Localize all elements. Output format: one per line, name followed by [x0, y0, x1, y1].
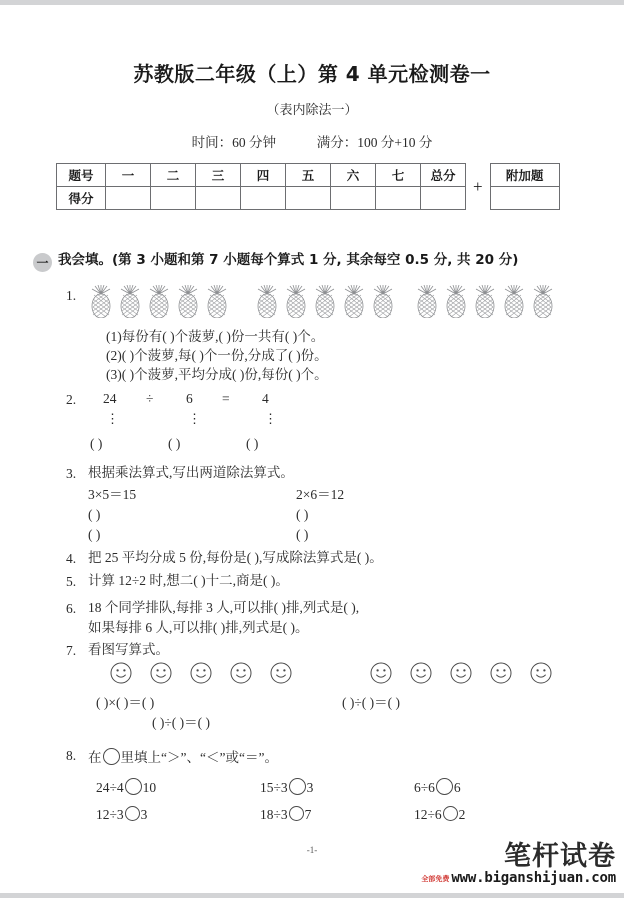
section-marker: 一 — [33, 253, 52, 272]
pineapple-icon — [254, 285, 280, 318]
question-3-answer-2a[interactable]: ( ) — [296, 507, 309, 522]
bonus-header-cell: 附加题 — [490, 164, 559, 187]
question-5-text[interactable]: 计算 12÷2 时,想二( )十二,商是( )。 — [88, 573, 289, 588]
score-col-5: 六 — [331, 164, 376, 187]
compare-left: 12÷3 — [96, 807, 124, 822]
score-row-label-1: 得分 — [57, 187, 106, 210]
score-col-1: 二 — [151, 164, 196, 187]
plus-sign: + — [473, 176, 483, 196]
pineapple-icon — [146, 285, 172, 318]
pineapple-icon — [341, 285, 367, 318]
question-2-blank-1[interactable]: ( ) — [90, 436, 103, 451]
question-5-number: 5. — [66, 574, 77, 589]
pineapple-icon — [204, 285, 230, 318]
question-3-answer-1a[interactable]: ( ) — [88, 507, 101, 522]
score-cell-total[interactable] — [421, 187, 466, 210]
page-title: 苏教版二年级（上）第 4 单元检测卷一 — [133, 62, 491, 86]
pineapple-icon — [370, 285, 396, 318]
question-2-number: 2. — [66, 392, 77, 407]
question-2-dots-3: ⋮ — [264, 411, 277, 426]
question-3-given-2: 2×6＝12 — [296, 487, 345, 502]
smiley-face-icon — [110, 662, 132, 684]
time-label: 时间：60 分钟 — [191, 135, 276, 150]
smiley-face-icon — [270, 662, 292, 684]
score-cell-5[interactable] — [331, 187, 376, 210]
question-8-number: 8. — [66, 748, 77, 763]
compare-right: 7 — [304, 807, 312, 822]
question-3-text: 根据乘法算式,写出两道除法算式。 — [88, 465, 294, 480]
score-table — [56, 163, 466, 210]
question-8-text-after: 里填上“＞”、“＜”或“＝”。 — [120, 750, 278, 765]
pineapple-icon — [283, 285, 309, 318]
question-3-number: 3. — [66, 466, 77, 481]
question-1-number: 1. — [66, 288, 77, 303]
comparison-circle-icon[interactable] — [125, 806, 140, 821]
smiley-face-icon — [410, 662, 432, 684]
question-2-equals: = — [222, 391, 230, 406]
smiley-face-icon — [530, 662, 552, 684]
compare-left: 6÷6 — [414, 780, 435, 795]
question-2-divisor: 6 — [186, 391, 193, 406]
score-col-4: 五 — [286, 164, 331, 187]
pineapple-icon — [530, 285, 556, 318]
score-cell-3[interactable] — [241, 187, 286, 210]
table-row-bonus-value — [490, 187, 559, 210]
compare-left: 15÷3 — [260, 780, 288, 795]
question-7-formula-bottom[interactable]: ( )÷( )＝( ) — [152, 715, 211, 730]
question-8-item-0-0[interactable] — [96, 778, 156, 795]
pineapple-icon — [443, 285, 469, 318]
table-row-bonus-header — [490, 164, 559, 187]
compare-left: 24÷4 — [96, 780, 124, 795]
section-heading-text: 我会填。(第 3 小题和第 7 小题每个算式 1 分, 其余每空 0.5 分, 共 20 分) — [58, 252, 519, 268]
compare-left: 18÷3 — [260, 807, 288, 822]
pineapple-icon — [175, 285, 201, 318]
watermark-free-tag: 全部免费 — [421, 875, 450, 883]
question-6-number: 6. — [66, 601, 77, 616]
smiley-face-icon — [230, 662, 252, 684]
question-6-line-2[interactable]: 如果每排 6 人,可以排( )排,列式是( )。 — [88, 620, 309, 635]
question-4-text[interactable]: 把 25 平均分成 5 份,每份是( ),写成除法算式是( )。 — [88, 550, 383, 565]
question-8-item-0-1[interactable] — [260, 778, 313, 795]
table-row-score — [57, 187, 466, 210]
comparison-circle-icon[interactable] — [436, 778, 453, 795]
question-6-line-1[interactable]: 18 个同学排队,每排 3 人,可以排( )排,列式是( ), — [88, 600, 360, 615]
question-2-dots-1: ⋮ — [106, 411, 119, 426]
page-subtitle: （表内除法一） — [266, 103, 358, 118]
compare-right: 3 — [140, 807, 148, 822]
question-1-line-3: (3)( )个菠萝,平均分成( )份,每份( )个。 — [106, 367, 328, 382]
page-number: -1- — [306, 845, 318, 855]
compare-right: 3 — [306, 780, 314, 795]
pineapple-icon — [472, 285, 498, 318]
table-row-header — [57, 164, 466, 187]
score-cell-2[interactable] — [196, 187, 241, 210]
smiley-face-icon — [150, 662, 172, 684]
score-col-total: 总分 — [421, 164, 466, 187]
question-2-operator: ÷ — [146, 391, 154, 406]
question-8-text — [88, 748, 278, 765]
score-cell-1[interactable] — [151, 187, 196, 210]
watermark — [421, 843, 616, 885]
smiley-face-icon — [190, 662, 212, 684]
comparison-circle-icon[interactable] — [443, 806, 458, 821]
watermark-brand: 笔杆试卷 — [504, 841, 616, 872]
question-2-quotient: 4 — [262, 391, 269, 406]
question-7-text: 看图写算式。 — [88, 642, 169, 657]
compare-right: 10 — [142, 780, 157, 795]
comparison-circle-icon[interactable] — [289, 778, 306, 795]
question-1-line-1: (1)每份有( )个菠萝,( )份一共有( )个。 — [106, 329, 325, 344]
comparison-circle-icon — [103, 748, 120, 765]
question-7-formula-right[interactable]: ( )÷( )＝( ) — [342, 695, 401, 710]
score-col-2: 三 — [196, 164, 241, 187]
pineapple-icon — [88, 285, 114, 318]
question-3-answer-2b[interactable]: ( ) — [296, 527, 309, 542]
question-7-number: 7. — [66, 643, 77, 658]
question-3-given-1: 3×5＝15 — [88, 487, 137, 502]
pineapple-icon — [501, 285, 527, 318]
score-col-0: 一 — [106, 164, 151, 187]
full-score-label: 满分：100 分+10 分 — [316, 135, 433, 150]
question-8-item-1-1[interactable] — [260, 806, 311, 822]
compare-left: 12÷6 — [414, 807, 442, 822]
pineapple-icon — [312, 285, 338, 318]
pineapple-icon — [117, 285, 143, 318]
question-1-line-2: (2)( )个菠萝,每( )个一份,分成了( )份。 — [106, 348, 328, 363]
question-8-item-0-2[interactable] — [414, 778, 461, 795]
question-4-number: 4. — [66, 551, 77, 566]
page-bottom-band — [0, 893, 624, 898]
section-heading — [33, 248, 518, 269]
score-cell-0[interactable] — [106, 187, 151, 210]
question-3-answer-1b[interactable]: ( ) — [88, 527, 101, 542]
exam-meta — [0, 131, 624, 151]
score-cell-4[interactable] — [286, 187, 331, 210]
question-7-formula-left[interactable]: ( )×( )＝( ) — [96, 695, 155, 710]
question-2-blank-2[interactable]: ( ) — [168, 436, 181, 451]
pineapple-icon — [414, 285, 440, 318]
score-table-area — [56, 163, 560, 210]
question-8-item-1-0[interactable] — [96, 806, 147, 822]
compare-right: 6 — [453, 780, 461, 795]
watermark-url: www.biganshijuan.com — [451, 870, 616, 886]
question-8-text-before: 在 — [88, 750, 102, 765]
comparison-circle-icon[interactable] — [289, 806, 304, 821]
score-col-6: 七 — [376, 164, 421, 187]
score-row-label-0: 题号 — [57, 164, 106, 187]
compare-right: 2 — [458, 807, 466, 822]
smiley-face-icon — [370, 662, 392, 684]
score-col-3: 四 — [241, 164, 286, 187]
question-2-dots-2: ⋮ — [188, 411, 201, 426]
question-2-dividend: 24 — [103, 391, 117, 406]
question-8-item-1-2[interactable] — [414, 806, 465, 822]
smiley-face-icon — [450, 662, 472, 684]
smiley-face-icon — [490, 662, 512, 684]
page-top-band — [0, 0, 624, 5]
bonus-table — [490, 163, 560, 210]
bonus-value-cell[interactable] — [490, 187, 559, 210]
comparison-circle-icon[interactable] — [125, 778, 142, 795]
score-cell-6[interactable] — [376, 187, 421, 210]
question-2-blank-3[interactable]: ( ) — [246, 436, 259, 451]
